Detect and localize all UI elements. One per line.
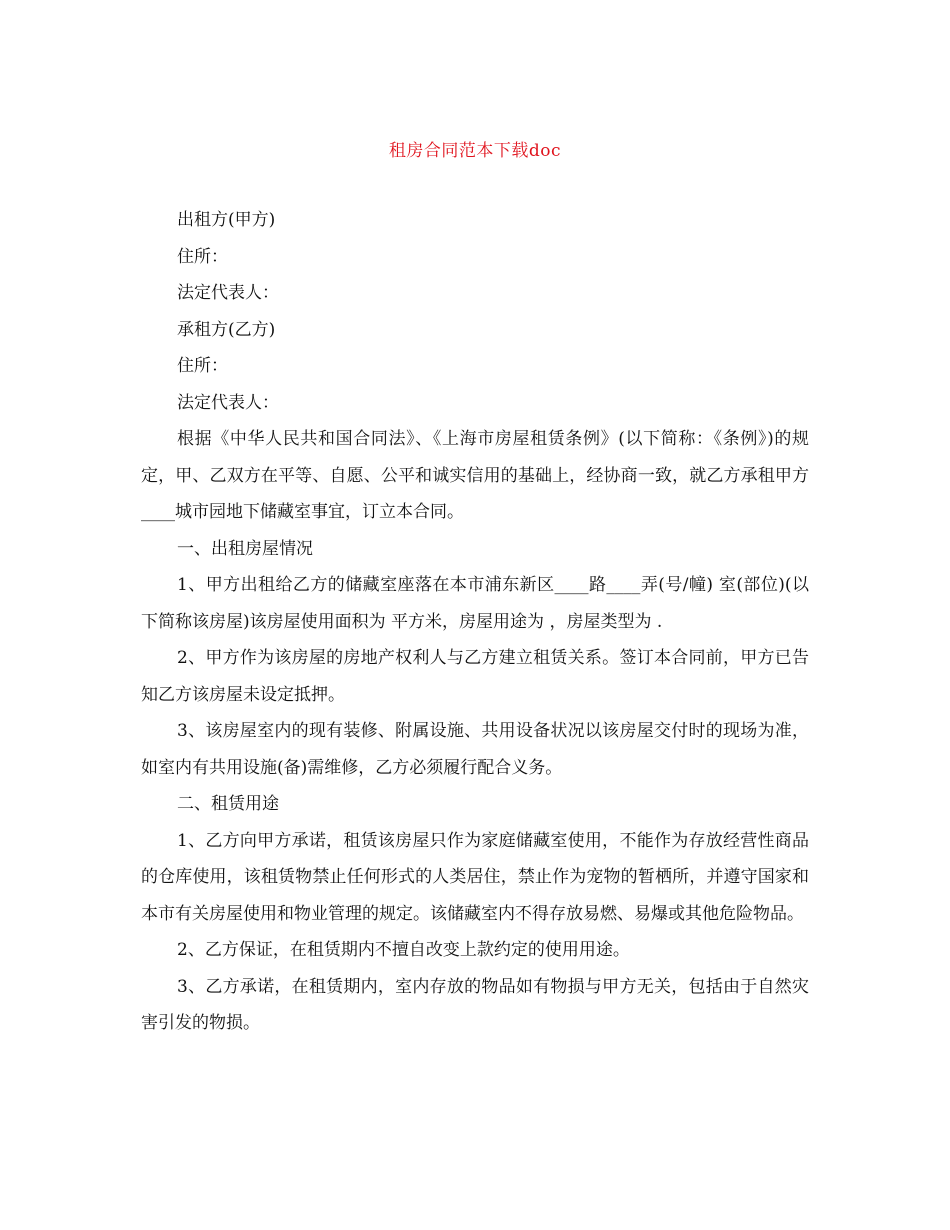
section-heading-2: 二、租赁用途 (177, 794, 279, 814)
lessee-representative-label: 法定代表人： (177, 392, 279, 413)
lessor-address-label: 住所： (177, 246, 228, 267)
clause-1-1: 1、甲方出租给乙方的储藏室座落在本市浦东新区____路____弄(号/幢) 室(部位)(以下简称该房屋)该房屋使用面积为 平方米，房屋用途为 ，房屋类型为 . (141, 575, 809, 632)
clause-1-2: 2、甲方作为该房屋的房地产权利人与乙方建立租赁关系。签订本合同前，甲方已告知乙方该房屋未设定抵押。 (141, 648, 809, 705)
document-body (141, 202, 809, 1042)
clause-2-2: 2、乙方保证，在租赁期内不擅自改变上款约定的使用用途。 (177, 940, 630, 960)
document-title: 租房合同范本下载doc (388, 141, 562, 161)
clause-2-1: 1、乙方向甲方承诺，租赁该房屋只作为家庭储藏室使用，不能作为存放经营性商品的仓库使用，该租赁物禁止任何形式的人类居住，禁止作为宠物的暂栖所，并遵守国家和本市有关房屋使用和物业管理的规定。该储藏室内不得存放易燃、易爆或其他危险物品。 (141, 830, 809, 924)
lessee-address-label: 住所： (177, 356, 228, 376)
lessor-label: 出租方(甲方) (177, 210, 276, 230)
lessor-representative-label: 法定代表人： (177, 283, 279, 303)
lessee-label: 承租方(乙方) (177, 319, 276, 340)
clause-1-3: 3、该房屋室内的现有装修、附属设施、共用设备状况以该房屋交付时的现场为准，如室内有共用设施(备)需维修，乙方必须履行配合义务。 (141, 721, 809, 778)
clause-2-3: 3、乙方承诺，在租赁期内，室内存放的物品如有物损与甲方无关，包括由于自然灾害引发的物损。 (141, 976, 809, 1033)
section-heading-1: 一、出租房屋情况 (177, 538, 313, 559)
preamble-paragraph: 根据《中华人民共和国合同法》、《上海市房屋租赁条例》(以下简称：《条例》)的规定，甲、乙双方在平等、自愿、公平和诚实信用的基础上，经协商一致，就乙方承租甲方____城市园地下储藏室事宜，订立本合同。 (141, 429, 809, 522)
